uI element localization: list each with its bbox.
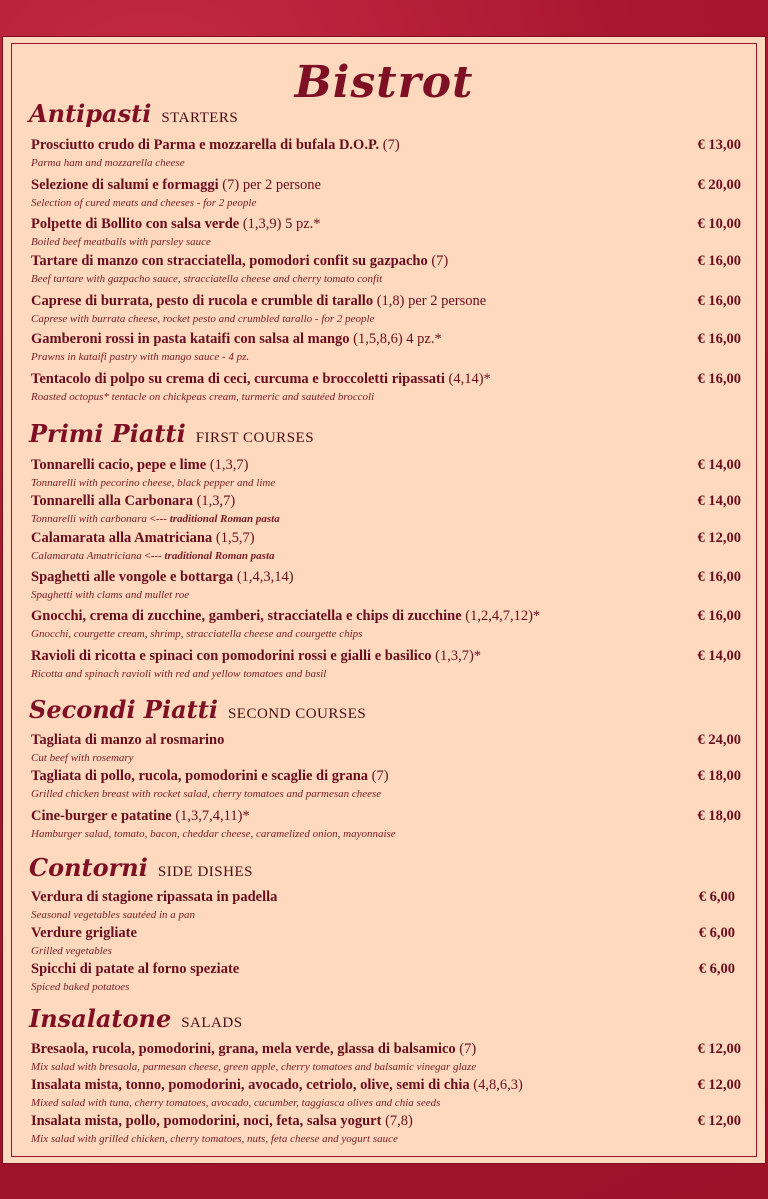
item-price: € 16,00 (697, 608, 741, 624)
item-codes: (1,3,7) (196, 493, 236, 509)
menu-item (31, 1041, 741, 1073)
item-description: Seasonal vegetables sautéed in a pan (31, 909, 196, 921)
item-note: <--- traditional Roman pasta (144, 550, 275, 562)
item-price: € 12,00 (697, 1077, 741, 1093)
menu-item (31, 889, 741, 921)
item-codes: (7) (371, 768, 389, 784)
section-header-contorni (29, 853, 253, 882)
item-name: Gamberoni rossi in pasta kataifi con salsa al mango (31, 331, 350, 347)
item-codes: (7) (459, 1041, 477, 1057)
menu-item (31, 493, 741, 525)
item-price: € 6,00 (698, 925, 735, 941)
section-header-insalatone (29, 1004, 243, 1033)
item-description: Gnocchi, courgette cream, shrimp, stracciatella cheese and courgette chips (31, 628, 363, 640)
item-description-text: Tonnarelli with carbonara (31, 513, 147, 525)
item-price: € 10,00 (697, 216, 741, 232)
item-description: Grilled chicken breast with rocket salad, cherry tomatoes and parmesan cheese (31, 788, 382, 800)
item-price: € 12,00 (697, 1041, 741, 1057)
item-name: Spicchi di patate al forno speziate (31, 961, 240, 977)
item-price: € 14,00 (697, 493, 741, 509)
menu-item (31, 925, 741, 957)
menu-item (31, 137, 741, 169)
item-name: Tagliata di manzo al rosmarino (31, 732, 225, 748)
item-description: Ricotta and spinach ravioli with red and yellow tomatoes and basil (31, 668, 327, 680)
menu-item (31, 608, 741, 640)
section-title: Insalatone (29, 1004, 172, 1033)
menu-item (31, 768, 741, 800)
item-name: Selezione di salumi e formaggi (31, 177, 219, 193)
item-name: Gnocchi, crema di zucchine, gamberi, stracciatella e chips di zucchine (31, 608, 462, 624)
item-name: Tentacolo di polpo su crema di ceci, curcuma e broccoletti ripassati (31, 371, 445, 387)
section-subtitle: SALADS (181, 1015, 243, 1031)
item-name: Tonnarelli alla Carbonara (31, 493, 193, 509)
section-subtitle: SIDE DISHES (157, 864, 253, 880)
item-codes: (7) per 2 persone (222, 177, 321, 193)
menu-item (31, 216, 741, 248)
menu-item (31, 1077, 741, 1109)
item-description: Mix salad with grilled chicken, cherry tomatoes, nuts, feta cheese and yogurt sauce (31, 1133, 398, 1145)
item-name: Tonnarelli cacio, pepe e lime (31, 457, 207, 473)
item-price: € 6,00 (698, 961, 735, 977)
item-price: € 16,00 (697, 371, 741, 387)
item-codes: (1,5,7) (215, 530, 255, 546)
item-price: € 18,00 (697, 768, 741, 784)
item-note: <--- traditional Roman pasta (149, 513, 280, 525)
menu-item (31, 331, 741, 363)
item-description: Roasted octopus* tentacle on chickpeas cream, turmeric and sautéed broccoli (31, 391, 375, 403)
item-codes: (7) (382, 137, 400, 153)
menu-item (31, 530, 741, 562)
item-name: Verdure grigliate (31, 925, 137, 941)
item-description: Tonnarelli with pecorino cheese, black pepper and lime (31, 477, 276, 489)
item-name: Insalata mista, tonno, pomodorini, avocado, cetriolo, olive, semi di chia (31, 1077, 470, 1093)
item-price: € 16,00 (697, 253, 741, 269)
item-name: Polpette di Bollito con salsa verde (31, 216, 240, 232)
item-price: € 16,00 (697, 293, 741, 309)
item-price: € 24,00 (697, 732, 741, 748)
item-description: Spiced baked potatoes (31, 981, 130, 993)
menu-panel (2, 36, 766, 1164)
item-codes: (4,14)* (448, 371, 491, 387)
item-codes: (1,3,7,4,11)* (175, 808, 250, 824)
item-name: Insalata mista, pollo, pomodorini, noci, feta, salsa yogurt (31, 1113, 382, 1129)
item-name: Tagliata di pollo, rucola, pomodorini e scaglie di grana (31, 768, 369, 784)
menu-item (31, 1113, 741, 1145)
menu-item (31, 457, 741, 489)
menu-item (31, 293, 741, 325)
item-codes: (7,8) (385, 1113, 413, 1129)
item-price: € 16,00 (697, 569, 741, 585)
menu-item (31, 177, 741, 209)
item-name: Ravioli di ricotta e spinaci con pomodorini rossi e gialli e basilico (31, 648, 432, 664)
item-description (31, 550, 741, 562)
menu-item (31, 808, 741, 840)
item-name: Prosciutto crudo di Parma e mozzarella di bufala D.O.P. (31, 137, 380, 153)
menu-item (31, 961, 741, 993)
item-description: Beef tartare with gazpacho sauce, stracciatella cheese and cherry tomato confit (31, 273, 383, 285)
item-codes: (1,3,7) (209, 457, 249, 473)
item-codes: (1,2,4,7,12)* (465, 608, 541, 624)
section-header-primi-piatti (29, 419, 314, 448)
section-title: Contorni (29, 853, 148, 882)
item-name: Bresaola, rucola, pomodorini, grana, mela verde, glassa di balsamico (31, 1041, 456, 1057)
item-codes: (7) (431, 253, 449, 269)
section-header-antipasti (29, 99, 238, 128)
menu-item (31, 253, 741, 285)
item-codes: (1,8) per 2 persone (376, 293, 487, 309)
section-title: Antipasti (29, 99, 152, 128)
item-name: Verdura di stagione ripassata in padella (31, 889, 278, 905)
item-description: Caprese with burrata cheese, rocket pesto and crumbled tarallo - for 2 people (31, 313, 375, 325)
item-description: Boiled beef meatballs with parsley sauce (31, 236, 211, 248)
item-description: Parma ham and mozzarella cheese (31, 157, 185, 169)
item-price: € 20,00 (697, 177, 741, 193)
section-subtitle: SECOND COURSES (227, 706, 367, 722)
section-subtitle: STARTERS (161, 110, 239, 126)
item-description-text: Calamarata Amatriciana (31, 550, 142, 562)
section-title: Primi Piatti (29, 419, 186, 448)
menu-item (31, 371, 741, 403)
item-codes: (1,4,3,14) (236, 569, 294, 585)
item-description: Mix salad with bresaola, parmesan cheese, green apple, cherry tomatoes and balsamic vinegar glaze (31, 1061, 477, 1073)
item-description (31, 513, 741, 525)
item-name: Tartare di manzo con stracciatella, pomodori confit su gazpacho (31, 253, 428, 269)
item-price: € 6,00 (698, 889, 735, 905)
item-price: € 12,00 (697, 530, 741, 546)
item-name: Caprese di burrata, pesto di rucola e crumble di tarallo (31, 293, 374, 309)
item-description: Selection of cured meats and cheeses - for 2 people (31, 197, 257, 209)
item-description: Grilled vegetables (31, 945, 112, 957)
page-title: Bistrot (294, 57, 474, 108)
item-price: € 14,00 (697, 648, 741, 664)
item-description: Cut beef with rosemary (31, 752, 134, 764)
item-price: € 14,00 (697, 457, 741, 473)
section-subtitle: FIRST COURSES (195, 430, 315, 446)
section-title: Secondi Piatti (29, 695, 218, 724)
item-price: € 13,00 (697, 137, 741, 153)
item-price: € 12,00 (697, 1113, 741, 1129)
item-name: Cine-burger e patatine (31, 808, 172, 824)
item-codes: (1,5,8,6) 4 pz.* (353, 331, 442, 347)
menu-item (31, 569, 741, 601)
menu-item (31, 732, 741, 764)
item-codes: (1,3,7)* (435, 648, 482, 664)
item-name: Calamarata alla Amatriciana (31, 530, 213, 546)
menu-item (31, 648, 741, 680)
item-codes: (1,3,9) 5 pz.* (242, 216, 321, 232)
item-codes: (4,8,6,3) (473, 1077, 523, 1093)
item-price: € 16,00 (697, 331, 741, 347)
item-description: Mixed salad with tuna, cherry tomatoes, avocado, cucumber, taggiasca olives and chia seeds (31, 1097, 441, 1109)
item-description: Prawns in kataifi pastry with mango sauce - 4 pz. (31, 351, 250, 363)
item-description: Spaghetti with clams and mullet roe (31, 589, 190, 601)
item-description: Hamburger salad, tomato, bacon, cheddar cheese, caramelized onion, mayonnaise (31, 828, 396, 840)
section-header-secondi-piatti (29, 695, 366, 724)
item-name: Spaghetti alle vongole e bottarga (31, 569, 234, 585)
item-price: € 18,00 (697, 808, 741, 824)
